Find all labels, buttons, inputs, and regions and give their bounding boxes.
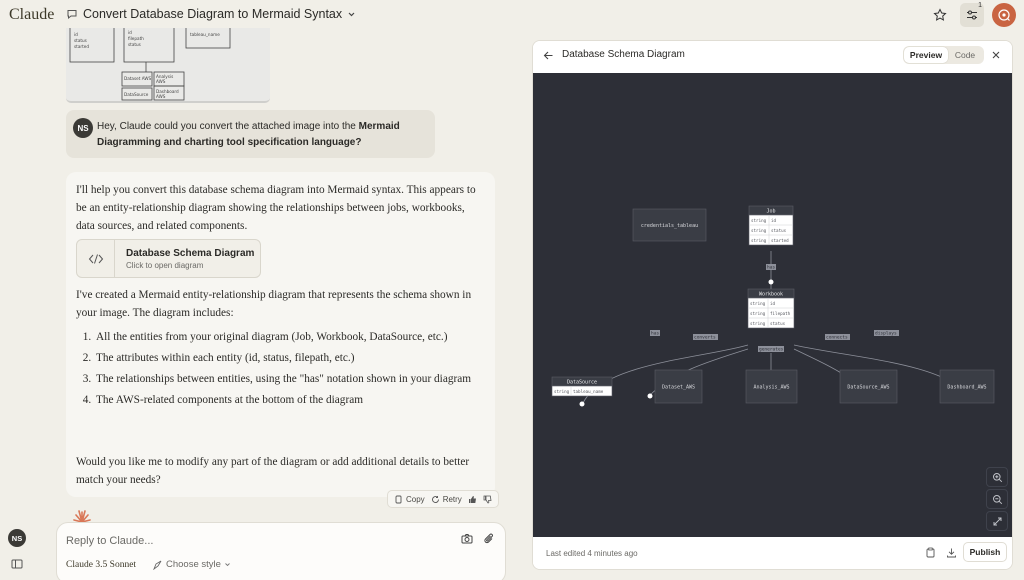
star-button[interactable]	[928, 3, 952, 27]
svg-text:string: string	[751, 218, 767, 223]
entity-datasource-aws	[840, 370, 897, 403]
user-avatar: NS	[73, 118, 93, 138]
user-message-plain: Hey, Claude could you convert the attached image into the	[97, 121, 359, 132]
zoom-in-icon	[992, 472, 1003, 483]
svg-text:string: string	[751, 228, 767, 233]
svg-text:id: id	[74, 32, 78, 37]
zoom-out-button[interactable]	[986, 489, 1008, 509]
svg-text:Dataset AWS: Dataset AWS	[124, 76, 152, 81]
entity-credentials	[633, 209, 706, 241]
svg-text:Workbook: Workbook	[758, 291, 784, 298]
svg-text:tableau_name: tableau_name	[190, 32, 220, 37]
svg-text:started: started	[771, 238, 789, 243]
last-edited: Last edited 4 minutes ago	[546, 549, 638, 558]
expand-icon	[992, 516, 1003, 527]
chat-bubble-icon	[66, 8, 78, 20]
style-selector[interactable]	[153, 559, 231, 570]
svg-text:Dashboard: Dashboard	[156, 89, 179, 94]
svg-text:started: started	[74, 44, 89, 49]
zoom-in-button[interactable]	[986, 467, 1008, 487]
svg-text:string: string	[751, 238, 767, 243]
chevron-down-icon	[347, 10, 356, 19]
edge-label: generates	[759, 347, 784, 353]
camera-icon[interactable]	[461, 533, 473, 545]
back-arrow-icon[interactable]	[543, 50, 554, 61]
view-toggle	[903, 46, 984, 64]
svg-text:filepath: filepath	[128, 36, 144, 41]
artifact-subtitle: Click to open diagram	[126, 261, 204, 270]
tab-preview[interactable]: Preview	[904, 47, 948, 63]
svg-text:Job: Job	[766, 208, 776, 215]
svg-text:filepath: filepath	[770, 311, 791, 316]
assistant-list	[94, 328, 479, 412]
sidebar-toggle-icon[interactable]	[11, 558, 23, 570]
svg-text:status: status	[770, 321, 786, 326]
download-icon[interactable]	[946, 547, 957, 558]
list-item: 2. The attributes within each entity (id, status, filepath, etc.)	[94, 349, 479, 367]
style-icon	[153, 560, 163, 570]
er-diagram	[533, 73, 1013, 537]
edge-label: converts	[694, 335, 716, 341]
model-selector[interactable]	[66, 559, 136, 570]
assistant-summary: I've created a Mermaid entity-relationship diagram that represents the schema shown in your image. The diagram includes:	[76, 289, 472, 319]
list-item: 3. The relationships between entities, using the "has" notation shown in your diagram	[94, 370, 479, 388]
svg-text:string: string	[750, 321, 766, 326]
svg-text:string: string	[554, 389, 570, 394]
user-message-text	[97, 119, 427, 151]
retry-icon	[431, 495, 440, 504]
svg-text:status: status	[128, 42, 141, 47]
zoom-out-icon	[992, 494, 1003, 505]
attached-image[interactable]	[66, 28, 270, 103]
svg-text:string: string	[750, 311, 766, 316]
svg-text:Dashboard_AWS: Dashboard_AWS	[947, 384, 987, 391]
entity-job	[749, 206, 793, 245]
assistant-closing: Would you like me to modify any part of the diagram or add additional details to better match your needs?	[76, 456, 470, 486]
edge-label: has	[651, 331, 660, 337]
sidebar-user-avatar[interactable]: NS	[8, 529, 26, 547]
entity-analysis-aws	[746, 370, 797, 403]
svg-text:AWS: AWS	[156, 79, 166, 84]
svg-text:DataSource_AWS: DataSource_AWS	[847, 384, 890, 391]
panel-title: Database Schema Diagram	[562, 49, 685, 60]
claude-spark-icon	[72, 509, 92, 523]
edge-label: has	[767, 265, 776, 271]
attach-icon[interactable]	[483, 533, 495, 545]
user-menu-button[interactable]	[992, 3, 1016, 27]
svg-text:AWS: AWS	[156, 94, 166, 99]
entity-datasource	[552, 377, 612, 396]
conversation-title-dropdown[interactable]	[66, 7, 356, 21]
chevron-down-icon	[224, 561, 231, 568]
entity-dataset-aws	[655, 370, 702, 403]
publish-button[interactable]: Publish	[963, 542, 1007, 562]
reply-input[interactable]: Reply to Claude...	[66, 535, 154, 547]
svg-text:DataSource: DataSource	[124, 92, 149, 97]
svg-text:string: string	[750, 301, 766, 306]
thumbs-up-icon[interactable]	[468, 495, 477, 504]
svg-text:Analysis_AWS: Analysis_AWS	[753, 384, 790, 391]
panel-footer	[533, 537, 1013, 570]
model-name: Claude	[66, 560, 93, 570]
entity-workbook	[748, 289, 794, 328]
svg-text:Analysis: Analysis	[156, 74, 174, 79]
clipboard-icon[interactable]	[925, 547, 936, 558]
settings-badge: 1	[978, 2, 982, 9]
artifact-panel	[532, 40, 1013, 570]
diagram-canvas[interactable]	[533, 73, 1013, 537]
svg-text:id: id	[770, 301, 776, 306]
artifact-card[interactable]	[76, 239, 261, 278]
svg-text:credentials_tableau: credentials_tableau	[640, 223, 699, 229]
svg-text:id: id	[128, 30, 132, 35]
svg-text:status: status	[771, 228, 787, 233]
reply-composer[interactable]	[56, 522, 506, 580]
entity-dashboard-aws	[940, 370, 994, 403]
model-version: 3.5 Sonnet	[95, 560, 137, 570]
brand-logo[interactable]: Claude	[9, 6, 55, 23]
edge-label: connects	[826, 335, 848, 341]
copy-button[interactable]	[394, 495, 425, 504]
settings-button[interactable]	[960, 3, 984, 27]
user-message-bold: Mermaid Diagramming and charting tool specification language?	[97, 121, 400, 148]
hand-drawn-diagram	[66, 28, 270, 103]
list-item: 1. All the entities from your original diagram (Job, Workbook, DataSource, etc.)	[94, 328, 479, 346]
assistant-message	[66, 172, 495, 504]
retry-label: Retry	[442, 494, 462, 504]
svg-text:tableau_name: tableau_name	[573, 389, 604, 394]
user-menu-icon	[997, 8, 1011, 22]
close-icon[interactable]	[991, 50, 1001, 60]
sliders-icon	[965, 8, 979, 22]
code-icon	[77, 240, 115, 277]
conversation-title: Convert Database Diagram to Mermaid Syntax	[83, 7, 343, 21]
thumbs-down-icon[interactable]	[483, 495, 492, 504]
panel-header	[533, 41, 1013, 71]
style-label: Choose style	[166, 559, 221, 570]
svg-text:id: id	[771, 218, 777, 223]
copy-label: Copy	[406, 494, 425, 504]
list-item: 4. The AWS-related components at the bottom of the diagram	[94, 391, 479, 409]
copy-icon	[394, 495, 403, 504]
top-bar	[0, 0, 1024, 30]
star-icon	[933, 8, 947, 22]
message-actions	[387, 490, 499, 508]
artifact-title: Database Schema Diagram	[126, 248, 255, 259]
tab-code[interactable]: Code	[954, 50, 976, 60]
svg-text:DataSource: DataSource	[566, 379, 598, 386]
retry-button[interactable]	[431, 495, 462, 504]
edge-label: displays	[875, 331, 897, 337]
assistant-intro: I'll help you convert this database schema diagram into Mermaid syntax. This appears to be an entity-relationship diagram showing the relationships between jobs, workbooks, data sources, and related components.	[76, 184, 476, 232]
user-message	[66, 110, 435, 158]
svg-text:status: status	[74, 38, 87, 43]
fit-view-button[interactable]	[986, 511, 1008, 531]
svg-text:Dataset_AWS: Dataset_AWS	[661, 384, 696, 391]
